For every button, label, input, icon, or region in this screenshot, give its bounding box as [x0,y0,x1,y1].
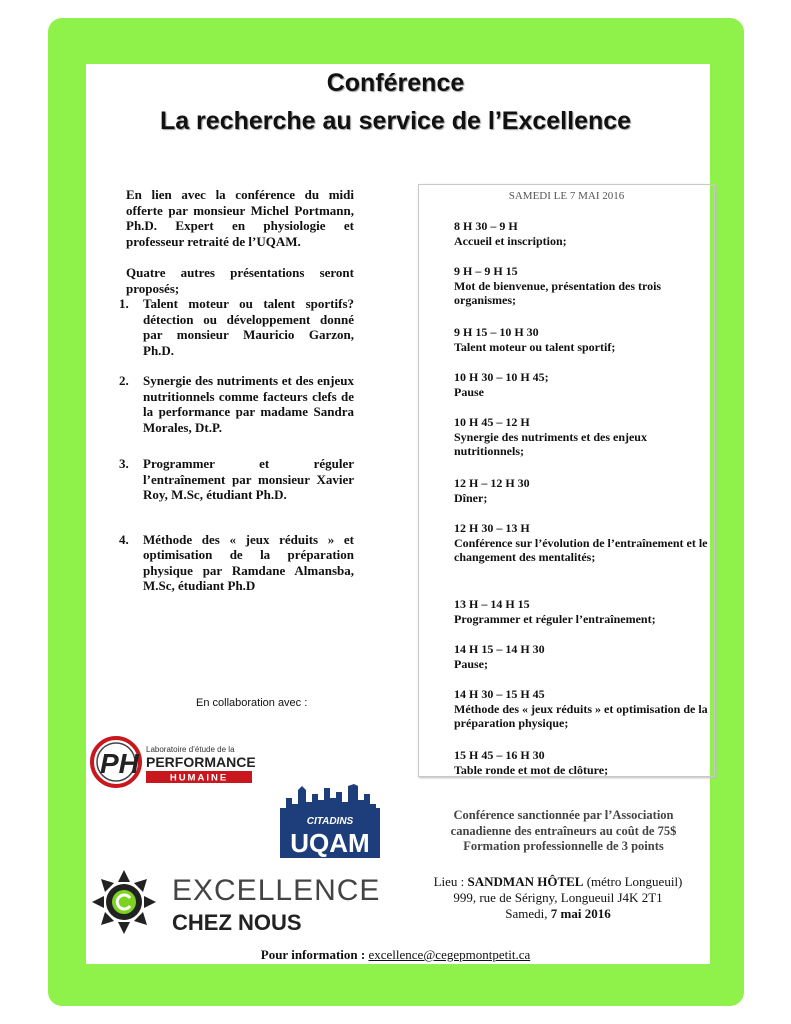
presentation-item [119,532,354,594]
schedule-desc: Synergie des nutriments et des enjeux nutritionnels; [454,429,647,458]
presentation-number: 4. [119,531,129,547]
ph-line-3: HUMAINE [169,772,229,784]
excellence-line-2: CHEZ NOUS [172,910,302,935]
schedule-time: 15 H 45 – 16 H 30 [454,748,545,762]
schedule-time: 12 H 30 – 13 H [454,521,530,535]
intro-paragraph-2: Quatre autres présentations seront proposés; [126,265,354,296]
uqam-citadins-logo [276,780,384,860]
venue-address: 999, rue de Sérigny, Longueuil J4K 2T1 [453,890,663,905]
excellence-chez-nous-logo [88,868,388,938]
presentation-number: 2. [119,373,129,388]
schedule-desc: Table ronde et mot de clôture; [454,762,609,777]
title-line-1: Conférence [326,69,465,97]
schedule-entry [454,264,709,308]
venue-metro: (métro Longueuil) [583,874,683,889]
presentation-list [119,296,354,594]
venue-prefix: Lieu : [433,874,468,889]
presentation-text: Programmer et réguler l’entraînement par monsieur Xavier Roy, M.Sc, étudiant Ph.D. [143,456,354,502]
schedule-time: 8 H 30 – 9 H [454,219,518,233]
venue-date-prefix: Samedi, [505,906,551,921]
schedule-entry [454,687,709,731]
venue-name: SANDMAN HÔTEL [467,874,584,889]
contact-info [0,947,791,963]
presentation-text: Méthode des « jeux réduits » et optimisation de la préparation physique par Ramdane Almansba, M.Sc, étudiant Ph.D [143,531,354,593]
presentation-text: Synergie des nutriments et des enjeux nutritionnels comme facteurs clefs de la performance par madame Sandra Morales, Dt.P. [143,373,354,435]
presentation-item [119,296,354,358]
presentation-item [119,373,354,435]
schedule-desc: Conférence sur l’évolution de l’entraînement et le changement des mentalités; [454,535,708,564]
intro-paragraph: En lien avec la conférence du midi offerte par monsieur Michel Portmann, Ph.D. Expert en physiologie et professeur retraité de l’UQAM. [126,187,354,249]
ph-letters: PH [100,748,139,779]
uqam-main: UQAM [290,828,370,858]
venue-info [410,874,706,922]
sanction-line-2: canadienne des entraîneurs au coût de 75$ [450,823,677,838]
schedule-desc: Talent moteur ou talent sportif; [454,339,616,354]
intro-section [119,187,354,594]
schedule-time: 9 H – 9 H 15 [454,264,518,278]
schedule-time: 9 H 15 – 10 H 30 [454,325,539,339]
contact-email-link[interactable]: excellence@cegepmontpetit.ca [368,947,531,962]
schedule-entry [454,642,709,671]
presentation-text: Talent moteur ou talent sportifs? détection ou développement donné par monsieur Mauricio Garzon, Ph.D. [143,296,354,358]
schedule-desc: Pause; [454,656,488,671]
schedule-desc: Programmer et réguler l’entraînement; [454,611,656,626]
collaboration-label: En collaboration avec : [196,697,308,709]
schedule-entry [454,521,709,565]
schedule-entry [454,748,709,777]
schedule-time: 14 H 15 – 14 H 30 [454,642,545,656]
contact-label: Pour information : [260,947,369,962]
schedule-time: 14 H 30 – 15 H 45 [454,687,545,701]
schedule-box [418,184,715,777]
excellence-logo-mark [88,868,388,938]
ph-logo-mark [90,733,255,791]
sanction-line-3: Formation professionnelle de 3 points [463,839,664,853]
ph-line-1: Laboratoire d’étude de la [146,745,235,754]
schedule-entry [454,476,709,505]
schedule-desc: Mot de bienvenue, présentation des trois organismes; [454,278,662,307]
uqam-top: CITADINS [306,816,354,827]
sanction-notice [421,808,706,855]
presentation-number: 1. [119,296,129,311]
schedule-desc: Dîner; [454,490,488,505]
presentation-item [119,456,354,503]
schedule-entry [454,597,709,626]
schedule-header: SAMEDI LE 7 MAI 2016 [508,190,625,202]
performance-humaine-logo [90,733,255,791]
ph-line-2: PERFORMANCE [146,754,255,770]
schedule-desc: Méthode des « jeux réduits » et optimisation de la préparation physique; [454,701,708,730]
schedule-desc: Accueil et inscription; [454,233,567,248]
schedule-entry [454,370,709,399]
sanction-line-1: Conférence sanctionnée par l’Association [453,808,674,822]
schedule-time: 12 H – 12 H 30 [454,476,530,490]
venue-date: 7 mai 2016 [550,906,611,921]
schedule-entry [454,219,709,248]
uqam-logo-mark [276,780,384,860]
schedule-time: 10 H 45 – 12 H [454,415,530,429]
schedule-entry [454,325,709,354]
schedule-time: 13 H – 14 H 15 [454,597,530,611]
presentation-number: 3. [119,456,129,471]
title-line-2: La recherche au service de l’Excellence [159,107,632,135]
excellence-line-1: EXCELLENCE [172,874,381,907]
schedule-desc: Pause [454,384,484,399]
schedule-time: 10 H 30 – 10 H 45; [454,370,549,384]
schedule-entry [454,415,709,459]
